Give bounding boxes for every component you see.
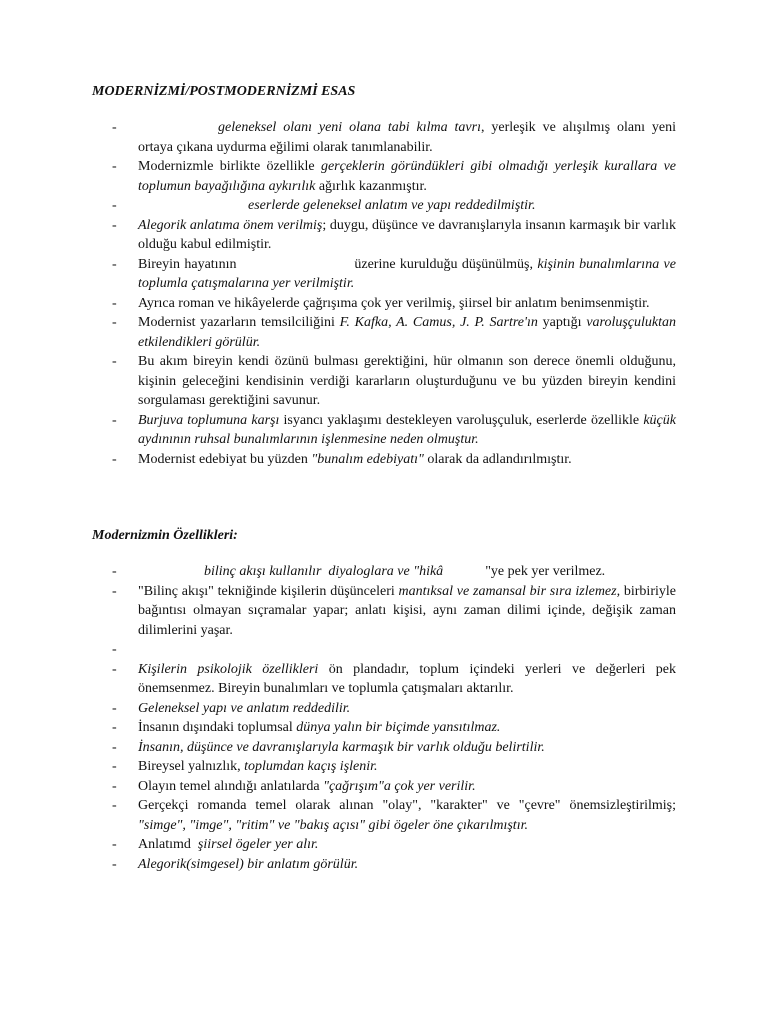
list-bullet: -: [112, 256, 117, 272]
text: Bireysel yalnızlık,: [138, 759, 245, 774]
italic-text: Kişilerin psikolojik özellikleri: [138, 661, 319, 677]
list-bullet: -: [112, 778, 117, 794]
list-bullet: -: [112, 720, 117, 735]
list-item: [0, 757, 676, 777]
text: Olayın temel alındığı anlatılarda: [138, 778, 324, 794]
italic-text: varoluşçuluktan etkilendikleri görülür.: [138, 315, 680, 350]
list-item: [0, 777, 676, 797]
text: ön plandadır, toplum içindeki yerleri ve değerleri pek önemsenmez. Bireyin bunalımları ve toplumla çatışmaları aktarılır.: [138, 661, 680, 696]
list-item: [0, 352, 680, 411]
list-bullet: -: [112, 217, 117, 233]
text: Modernist yazarların temsilciliğini: [138, 315, 340, 330]
text: "Bilinç akışı" tekniğinde kişilerin düşünceleri: [138, 583, 399, 599]
italic-text: Geleneksel yapı ve anlatım reddedilir.: [138, 700, 351, 716]
modernism-basis-list: [0, 118, 768, 469]
italic-text: toplumdan kaçış işlenir.: [244, 759, 378, 774]
italic-text: bilinç akışı kullanılır diyaloglara ve "hikâ: [204, 564, 444, 579]
list-bullet: -: [112, 354, 117, 369]
list-item: [0, 313, 680, 352]
list-item: [0, 855, 676, 875]
italic-text: Alegorik(simgesel) bir anlatım görülür.: [138, 856, 359, 872]
italic-text: mantıksal ve zamansal bir sıra izlemez,: [398, 583, 621, 599]
italic-text: dünya yalın bir biçimde yansıtılmaz.: [296, 720, 501, 735]
text: isyancı yaklaşımı destekleyen varoluşçuluk, eserlerde özellikle: [279, 412, 644, 428]
text: ; duygu, düşünce ve davranışlarıyla insanın karmaşık bir varlık olduğu kabul edilmiştir.: [138, 217, 680, 252]
section-title-modernism-features: Modernizmin Özellikleri:: [92, 528, 238, 543]
list-item: [0, 294, 676, 314]
list-bullet: -: [112, 315, 117, 330]
list-item: [0, 699, 676, 719]
list-item: [0, 411, 680, 450]
list-bullet: -: [112, 120, 117, 135]
italic-text: "çağrışım"a çok yer verilir.: [323, 778, 476, 794]
list-bullet: -: [112, 159, 117, 174]
section-title-modernism-basis: MODERNİZMİ/POSTMODERNİZMİ ESAS: [92, 84, 356, 99]
italic-text: küçük aydınının ruhsal bunalımlarının işlenmesine neden olmuştur.: [138, 412, 680, 447]
list-bullet: -: [112, 700, 117, 716]
list-bullet: -: [112, 798, 117, 813]
text: yaptığı: [537, 315, 587, 330]
italic-text: F. Kafka, A. Camus, J. P. Sartre'ın: [339, 315, 538, 330]
italic-text: şiirsel ögeler yer alır.: [197, 837, 319, 852]
italic-text: "bunalım edebiyatı": [311, 451, 424, 467]
list-bullet: -: [112, 198, 117, 213]
list-bullet: -: [112, 295, 117, 311]
list-item: [0, 738, 676, 758]
list-bullet: -: [112, 856, 117, 872]
list-bullet: -: [112, 564, 117, 579]
italic-text: kişinin bunalımlarına ve toplumla çatışmalarına yer verilmiştir.: [138, 256, 680, 291]
list-bullet: -: [112, 837, 117, 852]
text: Anlatımd: [138, 837, 198, 852]
italic-text: geleneksel olanı yeni olana tabi kılma tavrı: [218, 120, 481, 135]
text: İnsanın dışındaki toplumsal: [138, 720, 297, 735]
text: birbiriyle bağıntısı olmayan sıçramalar yapar; anlatı kişisi, aynı zaman dilimi içinde, değişik zaman dilimlerini yaşar.: [138, 583, 680, 638]
list-bullet: -: [112, 583, 117, 599]
list-item: [0, 796, 680, 835]
list-item: [0, 640, 676, 660]
text: Bu akım bireyin kendi özünü bulması gerektiğini, hür olmanın son derece önemli olduğunu, kişinin geleceğini kendisinin verdiği kararların oluşturduğunu ve bu yüzden bireyin kendini sorgulaması gerektiğini savunur.: [138, 354, 680, 408]
text: Bireyin hayatının üzerine kurulduğu düşünülmüş,: [138, 256, 538, 272]
italic-text: İnsanın, düşünce ve davranışlarıyla karmaşık bir varlık olduğu belirtilir.: [138, 739, 545, 755]
text: , yerleşik ve alışılmış olanı yeni ortaya çıkana uydurma eğilimi olarak tanımlanabilir.: [138, 120, 680, 155]
list-item: [0, 255, 680, 294]
list-item: [0, 660, 680, 699]
text: "ye pek yer verilmez.: [443, 564, 606, 579]
italic-text: gerçeklerin göründükleri gibi olmadığı yerleşik kurallara ve toplumun bayağılığına aykırılık: [138, 159, 680, 194]
list-item: [0, 157, 680, 196]
list-item: [0, 118, 680, 157]
list-bullet: -: [112, 642, 117, 657]
text: Ayrıca roman ve hikâyelerde çağrışıma çok yer verilmiş, şiirsel bir anlatım benimsenmiştir.: [138, 295, 650, 311]
italic-text: eserlerde geleneksel anlatım ve yapı reddedilmiştir.: [248, 198, 536, 213]
list-item: [0, 196, 676, 216]
italic-text: "simge", "imge", "ritim" ve "bakış açısı" gibi ögeler öne çıkarılmıştır.: [138, 817, 528, 833]
italic-text: Burjuva toplumuna karşı: [138, 412, 280, 428]
list-item: [0, 582, 680, 641]
list-bullet: -: [112, 661, 117, 677]
text: olarak da adlandırılmıştır.: [423, 451, 572, 467]
list-bullet: -: [112, 739, 117, 755]
text: Modernizmle birlikte özellikle: [138, 159, 321, 174]
list-item: [0, 835, 676, 855]
list-bullet: -: [112, 412, 117, 428]
text: ağırlık kazanmıştır.: [315, 178, 427, 194]
modernism-features-list: [0, 562, 768, 874]
list-bullet: -: [112, 759, 117, 774]
text: Modernist edebiyat bu yüzden: [138, 451, 312, 467]
text: Gerçekçi romanda temel olarak alınan "olay", "karakter" ve "çevre" önemsizleştirilmiş;: [138, 798, 680, 813]
list-bullet: -: [112, 451, 117, 467]
list-item: [0, 216, 680, 255]
list-item: [0, 718, 676, 738]
list-item: [0, 562, 676, 582]
italic-text: Alegorik anlatıma önem verilmiş: [138, 217, 323, 233]
list-item: [0, 450, 676, 470]
